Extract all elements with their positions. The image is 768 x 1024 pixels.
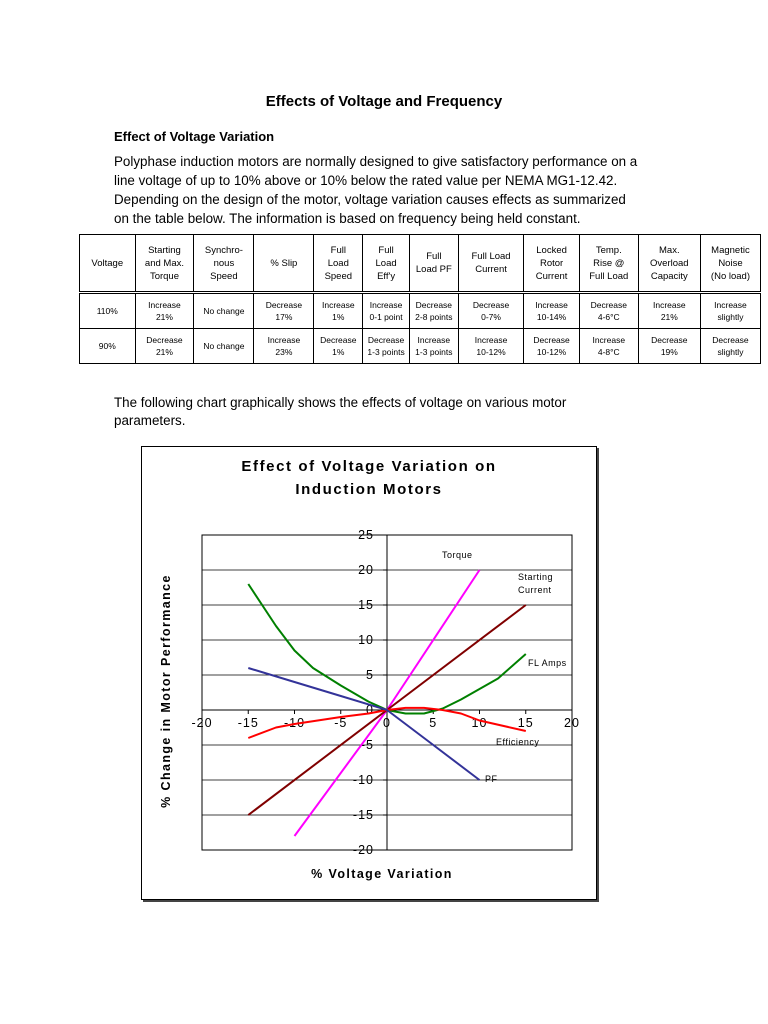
cell-line: Decrease	[651, 335, 688, 345]
header-line: Max.	[659, 244, 680, 256]
x-tick-label: 15	[517, 716, 534, 730]
cell-line: 2-8 points	[415, 312, 453, 322]
header-line: Load	[375, 257, 397, 269]
header-line: Load	[327, 257, 349, 269]
table-cell	[135, 329, 194, 364]
cell-line: 4-6°C	[597, 312, 620, 322]
table-cell	[80, 329, 136, 364]
table-cell	[409, 293, 458, 329]
table-header-cell	[524, 235, 580, 293]
header-line: Eff'y	[377, 270, 396, 282]
table-cell	[314, 329, 363, 364]
cell-line: Increase	[369, 300, 403, 310]
cell-line: 19%	[660, 347, 678, 357]
header-line: Rotor	[539, 257, 564, 269]
header-line: Full	[378, 244, 394, 256]
table-header-cell	[579, 235, 638, 293]
x-tick-label: -20	[191, 716, 213, 730]
header-line: Full Load	[471, 251, 511, 262]
intro-line: line voltage of up to 10% above or 10% below the rated value per NEMA MG1-12.42.	[114, 173, 618, 188]
cell-line: Decrease	[590, 300, 627, 310]
table-cell	[638, 293, 700, 329]
header-line: Rise @	[593, 257, 625, 269]
header-line: Full Load	[589, 270, 629, 282]
header-line: Full	[330, 244, 346, 256]
table-cell	[80, 293, 136, 329]
header-line: Full	[426, 251, 442, 262]
table-cell	[314, 293, 363, 329]
header-line: Torque	[149, 270, 179, 282]
cell-line: Decrease	[533, 335, 570, 345]
table-header-cell	[314, 235, 363, 293]
starting-current-label-line-2: Current	[518, 585, 552, 595]
header-line: Current	[475, 264, 507, 275]
y-tick-label: 0	[366, 703, 374, 717]
table-cell	[254, 329, 314, 364]
x-tick-label: -15	[237, 716, 259, 730]
cell-line: Increase	[714, 300, 747, 310]
table-header-cell	[363, 235, 410, 293]
header-line: Voltage	[91, 257, 124, 269]
header-line: Overload	[650, 257, 689, 269]
fl-amps-label: FL Amps	[528, 658, 567, 668]
y-tick-label: 20	[358, 563, 374, 577]
header-line: Current	[535, 270, 568, 282]
cell-line: Increase	[417, 335, 451, 345]
table-cell	[579, 329, 638, 364]
header-line: Synchro-	[204, 244, 243, 256]
table-header-cell	[80, 235, 136, 293]
table-cell	[638, 329, 700, 364]
cell-line: 1-3 points	[415, 347, 453, 357]
table-cell	[700, 329, 760, 364]
table-cell	[458, 293, 524, 329]
cell-line: Increase	[653, 300, 686, 310]
cell-line: No change	[203, 306, 245, 316]
table-cell	[458, 329, 524, 364]
y-tick-label: 25	[358, 528, 374, 542]
chart-frame	[141, 446, 597, 900]
x-tick-label: -10	[283, 716, 306, 730]
y-tick-label: 15	[358, 598, 374, 612]
table-header-cell	[409, 235, 458, 293]
cell-line: Decrease	[265, 300, 303, 310]
section-heading: Effect of Voltage Variation	[114, 129, 275, 144]
table-header-cell	[194, 235, 254, 293]
voltage-variation-chart	[142, 447, 596, 899]
cell-line: Decrease	[320, 335, 357, 345]
intro-paragraph	[114, 152, 674, 228]
header-line: (No load)	[710, 270, 750, 282]
table-row	[80, 329, 761, 364]
x-axis-label: % Voltage Variation	[311, 867, 453, 881]
cell-line: Decrease	[472, 300, 510, 310]
table-header-cell	[254, 235, 314, 293]
intro-line: Polyphase induction motors are normally designed to give satisfactory performance on a	[114, 154, 638, 169]
header-line: % Slip	[270, 257, 298, 269]
cell-line: 0-1 point	[369, 312, 403, 322]
y-tick-label: -5	[360, 738, 374, 752]
table-cell	[524, 293, 580, 329]
cell-line: 21%	[155, 312, 173, 322]
table-header-cell	[135, 235, 194, 293]
table-cell	[254, 293, 314, 329]
x-tick-label: 20	[564, 716, 580, 730]
table-cell	[409, 329, 458, 364]
header-line: Noise	[718, 257, 743, 269]
header-line: Capacity	[650, 270, 688, 282]
table-header-cell	[700, 235, 760, 293]
cell-line: Increase	[535, 300, 568, 310]
table-cell	[363, 293, 410, 329]
y-tick-label: 10	[358, 633, 374, 647]
chart-intro-paragraph	[114, 394, 654, 430]
y-tick-label: -15	[352, 808, 374, 822]
table-header-row	[80, 235, 761, 293]
y-tick-label: -20	[352, 843, 374, 857]
table-cell	[524, 329, 580, 364]
header-line: nous	[213, 257, 235, 269]
cell-line: Decrease	[712, 335, 749, 345]
cell-line: Increase	[592, 335, 626, 345]
cell-line: 0-7%	[481, 312, 501, 322]
header-line: Speed	[324, 270, 353, 282]
cell-line: 1%	[332, 347, 345, 357]
header-line: Load PF	[415, 264, 452, 275]
cell-line: 17%	[275, 312, 293, 322]
cell-line: 21%	[660, 312, 678, 322]
y-tick-label: -10	[352, 773, 374, 787]
table-cell	[363, 329, 410, 364]
header-line: and Max.	[144, 257, 184, 269]
x-tick-label: -5	[334, 716, 348, 730]
cell-line: 4-8°C	[597, 347, 620, 357]
table-row	[80, 293, 761, 329]
cell-line: 1%	[332, 312, 345, 322]
table-header-cell	[638, 235, 700, 293]
cell-line: 90%	[98, 341, 116, 351]
cell-line: 23%	[275, 347, 293, 357]
plot-area	[191, 528, 579, 857]
cell-line: Increase	[267, 335, 301, 345]
table-cell	[579, 293, 638, 329]
table-body	[80, 293, 761, 364]
cell-line: Increase	[322, 300, 355, 310]
cell-line: Decrease	[146, 335, 183, 345]
x-tick-label: 10	[471, 716, 488, 730]
cell-line: Increase	[474, 335, 508, 345]
header-line: Speed	[210, 270, 238, 282]
cell-line: slightly	[717, 347, 744, 357]
x-tick-label: 5	[429, 716, 438, 730]
header-line: Magnetic	[711, 244, 750, 256]
header-line: Starting	[148, 244, 181, 256]
chart-intro-line: parameters.	[114, 413, 186, 428]
pf-label: PF	[485, 774, 498, 784]
header-line: Temp.	[595, 244, 622, 256]
cell-line: 10-12%	[476, 347, 506, 357]
cell-line: Decrease	[367, 335, 405, 345]
y-tick-label: 5	[366, 668, 374, 682]
intro-line: Depending on the design of the motor, voltage variation causes effects as summarized	[114, 192, 626, 207]
page-title: Effects of Voltage and Frequency	[265, 93, 503, 110]
torque-label: Torque	[442, 550, 473, 560]
table-cell	[135, 293, 194, 329]
y-axis-label: % Change in Motor Performance	[159, 574, 173, 808]
cell-line: 10-12%	[536, 347, 567, 357]
cell-line: 110%	[96, 306, 118, 316]
cell-line: 10-14%	[536, 312, 567, 322]
cell-line: slightly	[717, 312, 744, 322]
table-cell	[194, 329, 254, 364]
cell-line: Decrease	[415, 300, 453, 310]
table-header-cell	[458, 235, 524, 293]
table-cell	[194, 293, 254, 329]
efficiency-label: Efficiency	[496, 737, 540, 747]
starting-current-label-line-1: Starting	[518, 572, 554, 582]
chart-intro-line: The following chart graphically shows the effects of voltage on various motor	[114, 395, 567, 410]
cell-line: No change	[203, 341, 245, 351]
table-cell	[700, 293, 760, 329]
cell-line: 1-3 points	[367, 347, 405, 357]
voltage-effects-table	[79, 234, 761, 364]
chart-title-line-1: Effect of Voltage Variation on	[241, 458, 497, 475]
chart-title-line-2: Induction Motors	[295, 481, 443, 498]
intro-line: on the table below. The information is based on frequency being held constant.	[114, 211, 581, 226]
header-line: Locked	[536, 244, 567, 256]
x-tick-label: 0	[383, 716, 391, 730]
cell-line: Increase	[148, 300, 181, 310]
cell-line: 21%	[155, 347, 173, 357]
